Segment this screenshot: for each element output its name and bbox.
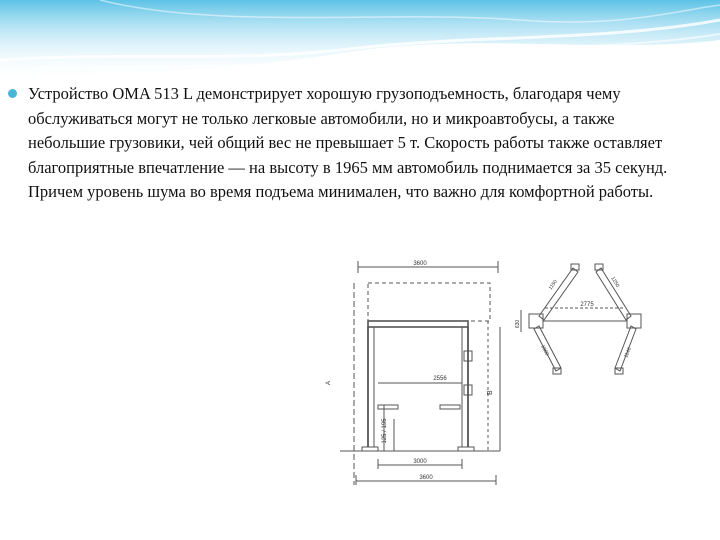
dim-arm-left-lower: 1000: [539, 344, 550, 357]
label-a: A: [326, 380, 332, 385]
dim-bottom-outer-label: 3600: [419, 475, 433, 481]
dim-bottom-inner-label: 3000: [413, 459, 427, 465]
dim-arm-left-upper: 1150: [547, 278, 559, 292]
front-view-drawing: [320, 255, 520, 490]
label-b: B: [487, 390, 494, 395]
bullet-text: Устройство OMA 513 L демонстрирует хорошую грузоподъемность, благодаря чему обслуживаться могут не только легковые автомобили, но и микроавтобусы, а также небольшие грузовики, чей общий вес не превышает 5 т. Скорость работы также оставляет благоприятные впечатление — на высоту в 1965 мм автомобиль поднимается за 35 секунд. Причем уровень шума во время подъема минимален, что важно для комфортной работы.: [28, 84, 668, 201]
dim-side-label: 630: [515, 319, 521, 329]
header-wave-decoration: [0, 0, 720, 90]
dim-arm-right-upper: 1250: [609, 275, 621, 289]
dim-inner-label: 2556: [433, 376, 447, 382]
dim-between-label: 2775: [580, 302, 594, 308]
top-view-drawing: [515, 262, 665, 377]
dim-top-label: 3600: [413, 261, 427, 267]
dim-arm-right-lower: 1140: [623, 346, 633, 359]
dim-vertical-label: 125 / 195: [382, 418, 388, 444]
bullet-icon: [8, 89, 17, 98]
